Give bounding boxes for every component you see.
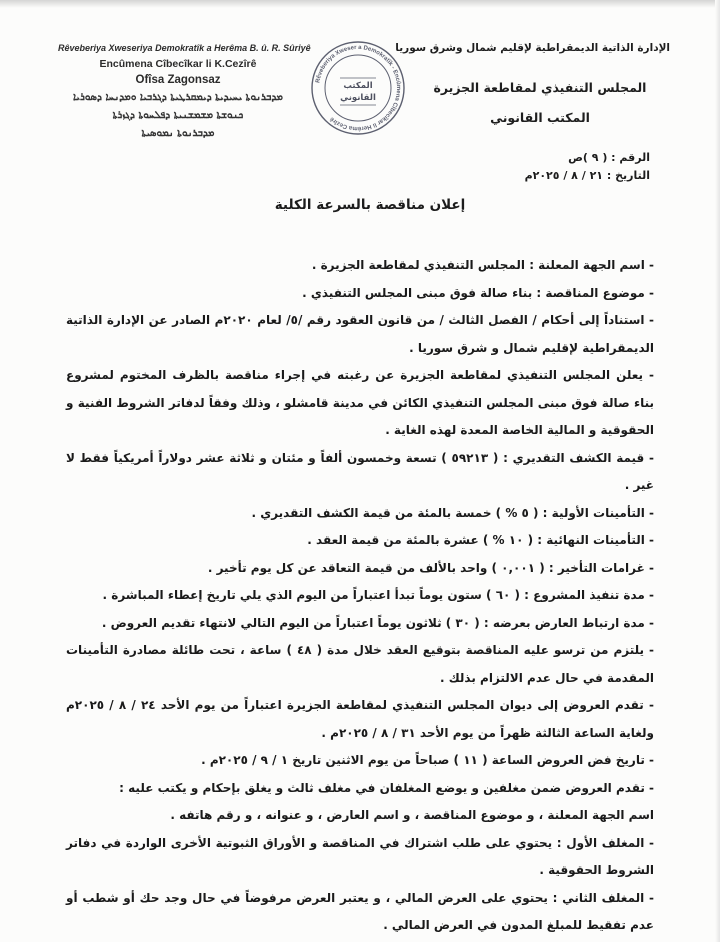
announcement-item: - تاريخ فض العروض الساعة ( ١١ ) صباحاً من يوم الاثنين تاريخ ١ / ٩ / ٢٠٢٥م .: [201, 753, 654, 767]
scan-edge-right: [715, 0, 720, 942]
kurdish-header-line-3: Ofîsa Zagonsaz: [135, 74, 221, 86]
arabic-header: [395, 38, 670, 128]
announcement-body: [66, 252, 654, 940]
announcement-item: - المغلف الأول : يحتوي على طلب اشتراك في المناقصة و الأوراق الثبوتية الأخرى الواردة في دفاتر الشروط الحقوقية .: [66, 835, 654, 877]
seal-center-line-1: المكتب: [343, 81, 373, 91]
office-seal-graphic: [310, 40, 406, 136]
announcement-item: - تقدم العروض ضمن مغلفين و يوضع المغلفان في مغلف ثالث و يغلق بإحكام و يكتب عليه :: [119, 780, 654, 795]
announcement-item: - التأمينات النهائية : ( ١٠ % ) عشرة بالمئة من قيمة العقد .: [307, 533, 654, 547]
kurdish-header-line-2: Encûmena Cîbecîkar li K.Cezîrê: [99, 58, 257, 70]
announcement-item: - المغلف الثاني : يحتوي على العرض المالي ، و يعتبر العرض مرفوضاً في حال وجد حك أو شطب أو عدم تفقيط للمبلغ المدون في العرض المالي .: [66, 890, 654, 932]
announcement-item: اسم الجهة المعلنة ، و موضوع المناقصة ، و اسم العارض ، و عنوانه ، و رقم هاتفه .: [170, 808, 654, 822]
arabic-header-administration: الإدارة الذاتية الديمقراطية لإقليم شمال وشرق سوريا: [395, 42, 670, 54]
announcement-item: - استناداً إلى أحكام / الفصل الثالث / من قانون العقود رقم /٥/ لعام ٢٠٢٠م الصادر عن الإدارة الذاتية الديمقراطية لإقليم شمال و شرق سوريا .: [66, 313, 654, 355]
scan-edge-top: [0, 0, 720, 8]
reference-block: [350, 149, 650, 185]
syriac-header-line-2: ܟܢܘܫܬܐ ܡܫܡܫܢܝܬܐ ܕܦܠܚܘܬܐ ܕܓܙܪܬܐ: [112, 110, 244, 121]
announcement-item: - اسم الجهة المعلنة : المجلس التنفيذي لمقاطعة الجزيرة .: [311, 258, 654, 272]
announcement-item: - غرامات التأخير : ( ٠,٠٠١ ) واحد بالألف من قيمة التعاقد عن كل يوم تأخير .: [207, 560, 654, 575]
reference-number: الرقم : ( ٩ )ص: [568, 151, 650, 164]
document-title: إعلان مناقصة بالسرعة الكلية: [274, 197, 466, 213]
announcement-item: - التأمينات الأولية : ( ٥ % ) خمسة بالمئة من قيمة الكشف التقديري .: [251, 505, 654, 520]
announcement-item: - تقدم العروض إلى ديوان المجلس التنفيذي لمقاطعة الجزيرة اعتباراً من يوم الأحد ٢٤ / ٨ / ٢٠٢٥م ولغاية الساعة الثالثة ظهراً من يوم الأحد ٣١ / ٨ / ٢٠٢٥م .: [66, 698, 654, 740]
announcement-item: - مدة ارتباط العارض بعرضه : ( ٣٠ ) ثلاثون يوماً اعتباراً من اليوم التالي لانتهاء تقديم العروض .: [101, 615, 654, 630]
announcement-item: - موضوع المناقصة : بناء صالة فوق مبنى المجلس التنفيذي .: [302, 285, 654, 300]
kurdish-header: [58, 42, 311, 143]
seal-center-line-2: القانوني: [340, 93, 376, 103]
arabic-header-office: المكتب القانوني: [490, 110, 590, 125]
announcement-item: - مدة تنفيذ المشروع : ( ٦٠ ) ستون يوماً تبدأ اعتباراً من اليوم الذي يلي تاريخ إعطاء المباشرة .: [102, 588, 654, 602]
arabic-header-council: المجلس التنفيذي لمقاطعة الجزيرة: [433, 80, 647, 95]
reference-date: التاريخ : ٢١ / ٨ / ٢٠٢٥م: [524, 169, 650, 182]
syriac-header-line-1: ܡܕܒܪܢܘܬܐ ܝܚܝܕܝܬܐ ܕܝܡܩܪܛܝܬܐ ܕܓܪܒܝܐ ܘܡܕܢܚܐ ܕܣܘܪܝܐ: [73, 92, 283, 103]
seal-ring-text-path: Rêveberiya Xweser a Demokratîk - Encûmena Cîbecîkar li Herêma Cezîrê: [315, 44, 402, 132]
announcement-item: - يلتزم من ترسو عليه المناقصة بتوقيع العقد خلال مدة ( ٤٨ ) ساعة ، تحت طائلة مصادرة التأمينات المقدمة في حال عدم الالتزام بذلك .: [66, 643, 655, 685]
kurdish-header-line-1: Rêveberiya Xweseriya Demokratîk a Herêma B. û. R. Sûriyê: [58, 43, 311, 53]
announcement-item: - يعلن المجلس التنفيذي لمقاطعة الجزيرة عن رغبته في إجراء مناقصة بالظرف المختوم لمشروع بناء صالة فوق مبنى المجلس التنفيذي الكائن في مدينة قامشلو ، وذلك وفقاً لدفاتر الشروط الفنية و الحقوقية و المالية الخاصة المعدة لهذه الغاية .: [66, 368, 654, 437]
syriac-header-line-3: ܡܕܒܪܢܘܬܐ ܢܡܘܣܝܬܐ: [141, 128, 215, 139]
office-seal: [310, 40, 406, 136]
announcement-item: - قيمة الكشف التقديري : ( ٥٩٢١٣ ) تسعة وخمسون ألفاً و مئتان و ثلاثة عشر دولاراً أمريكياً فقط لا غير .: [66, 450, 654, 492]
